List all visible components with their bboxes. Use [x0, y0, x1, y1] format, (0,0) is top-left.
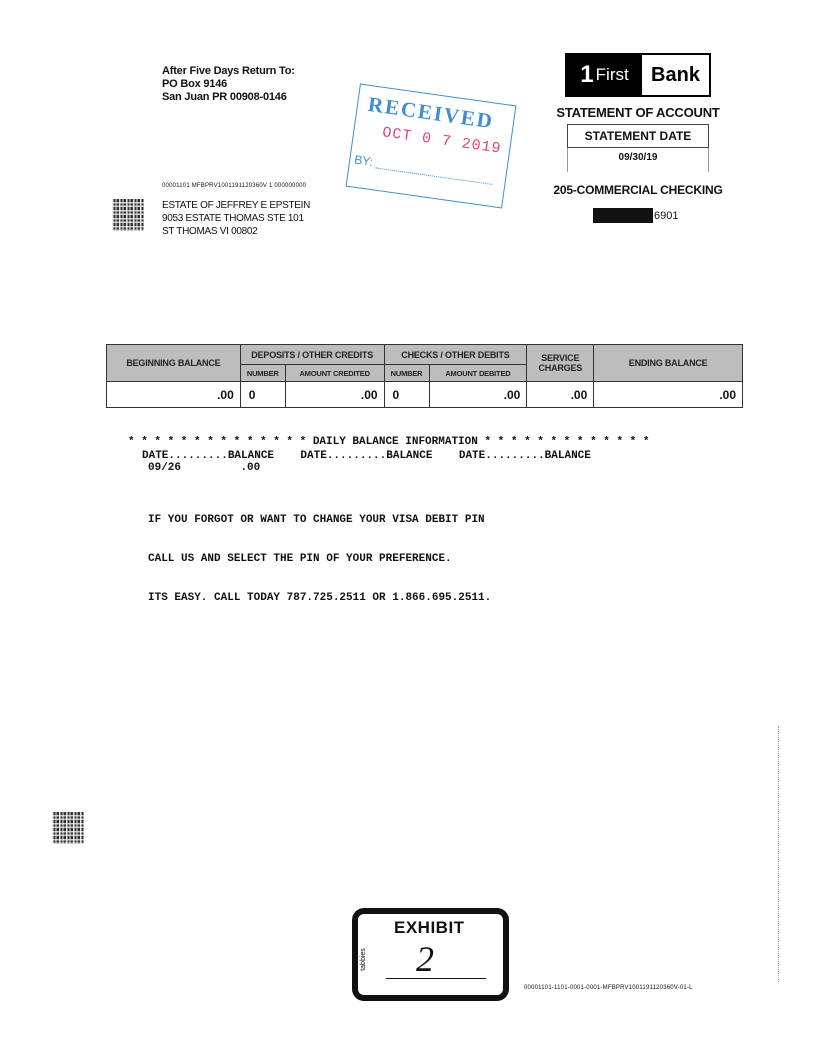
beginning-balance-value: .00 — [107, 382, 241, 408]
qr-code-icon — [112, 199, 144, 231]
header-ending-balance: ENDING BALANCE — [594, 345, 743, 382]
footer-code: 00001101-1101-0001-0001-MFBPRV1001191120360V-01-L — [524, 985, 693, 991]
bank-logo-bank: Bank — [651, 63, 700, 86]
bank-logo-dark-panel — [567, 55, 642, 95]
header-amount-debited: AMOUNT DEBITED — [429, 365, 527, 382]
exhibit-sticker — [352, 908, 509, 1001]
pin-message-line3: ITS EASY. CALL TODAY 787.725.2511 OR 1.866.695.2511. — [148, 592, 492, 604]
deposits-number-value: 0 — [240, 382, 285, 408]
statement-date: 09/30/19 — [618, 152, 658, 163]
summary-values-row — [107, 382, 743, 408]
daily-balance-row — [148, 462, 260, 474]
exhibit-underline — [386, 978, 486, 979]
account-type: 205-COMMERCIAL CHECKING — [553, 183, 723, 197]
qr-code-icon — [52, 812, 84, 844]
redaction-bar — [593, 208, 653, 223]
pin-message-line1: IF YOU FORGOT OR WANT TO CHANGE YOUR VISA DEBIT PIN — [148, 514, 485, 526]
return-address-line1: After Five Days Return To: — [162, 65, 295, 77]
page-edge-line — [778, 726, 779, 982]
exhibit-brand: tabbies — [359, 948, 367, 971]
header-beginning-balance: BEGINNING BALANCE — [107, 345, 241, 382]
daily-balance-columns: DATE.........BALANCE DATE.........BALANCE DATE.........BALANCE — [142, 450, 591, 462]
header-deposits-number: NUMBER — [240, 365, 285, 382]
daily-balance-date: 09/26 — [148, 462, 182, 474]
header-checks-number: NUMBER — [384, 365, 429, 382]
received-stamp-text: RECEIVED — [366, 91, 496, 134]
mailing-barcode-text: 00001101 MFBPRV1001191120360V 1 000000000 — [162, 183, 307, 189]
mailing-address — [162, 199, 310, 238]
bank-logo-one: 1 — [580, 61, 594, 88]
mailing-street: 9053 ESTATE THOMAS STE 101 — [162, 213, 304, 224]
header-deposits-credits: DEPOSITS / OTHER CREDITS — [240, 345, 384, 365]
mailing-name: ESTATE OF JEFFREY E EPSTEIN — [162, 200, 311, 211]
mailing-city: ST THOMAS VI 00802 — [162, 226, 258, 237]
exhibit-title: EXHIBIT — [394, 918, 465, 937]
header-checks-debits: CHECKS / OTHER DEBITS — [384, 345, 527, 365]
account-number-suffix: 6901 — [654, 209, 679, 222]
account-summary-table — [106, 344, 743, 408]
received-stamp-date: OCT 0 7 2019 — [381, 124, 503, 158]
header-service-charges: SERVICE CHARGES — [527, 345, 594, 382]
return-address — [162, 65, 295, 104]
received-stamp-signature-line — [375, 167, 492, 184]
pin-message — [148, 488, 491, 618]
amount-debited-value: .00 — [429, 382, 527, 408]
daily-balance-header: * * * * * * * * * * * * * * DAILY BALANCE INFORMATION * * * * * * * * * * * * * — [128, 436, 650, 448]
bank-logo — [565, 53, 711, 97]
ending-balance-value: .00 — [594, 382, 743, 408]
header-amount-credited: AMOUNT CREDITED — [285, 365, 384, 382]
received-stamp-by: BY: — [353, 152, 374, 170]
service-charges-value: .00 — [527, 382, 594, 408]
exhibit-number: 2 — [416, 939, 434, 979]
account-number — [593, 208, 678, 223]
return-address-line2: PO Box 9146 — [162, 78, 228, 90]
bank-logo-first: First — [595, 65, 629, 84]
daily-balance-amount: .00 — [240, 462, 261, 474]
checks-number-value: 0 — [384, 382, 429, 408]
pin-message-line2: CALL US AND SELECT THE PIN OF YOUR PREFERENCE. — [148, 553, 452, 565]
statement-date-label: STATEMENT DATE — [567, 124, 709, 148]
received-stamp — [346, 84, 517, 209]
return-address-line3: San Juan PR 00908-0146 — [162, 91, 287, 103]
statement-title: STATEMENT OF ACCOUNT — [556, 105, 720, 120]
amount-credited-value: .00 — [285, 382, 384, 408]
